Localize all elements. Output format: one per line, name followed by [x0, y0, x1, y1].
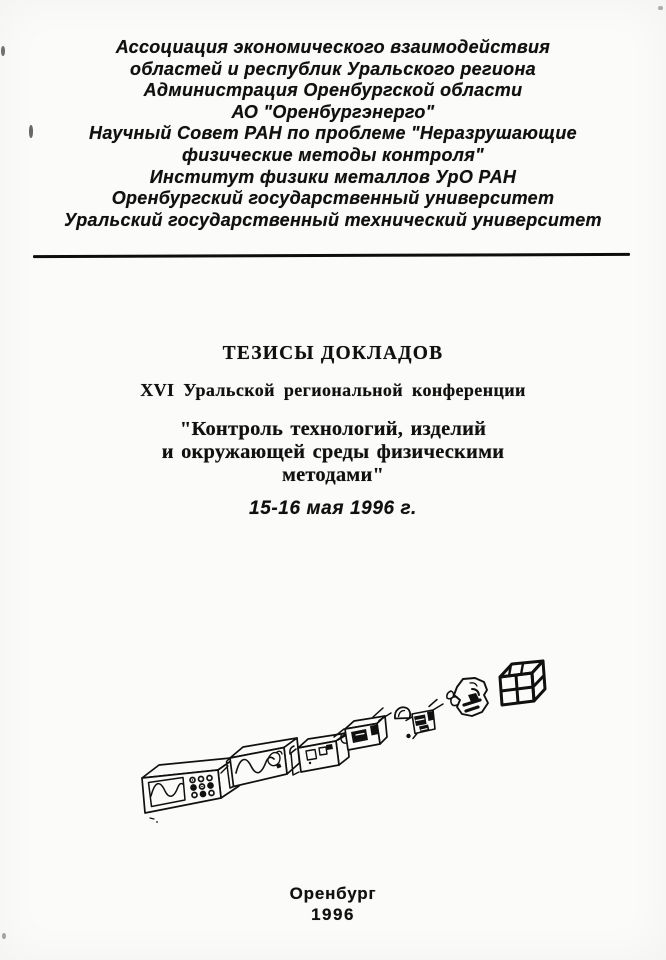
org-line: АО "Оренбургэнерго" [231, 101, 435, 122]
org-line: Научный Совет РАН по проблеме "Неразрушающие [89, 123, 577, 144]
fragment-cluster-scribble [447, 678, 488, 716]
subject-line: "Контроль технологий, изделий [179, 418, 487, 440]
org-line: физические методы контроля" [182, 144, 484, 165]
org-line: Уральский государственный технический университет [64, 209, 602, 230]
instrument-box-4 [341, 708, 391, 750]
org-line: Институт физики металлов УрО РАН [149, 166, 517, 187]
fragment-cluster-dark [406, 700, 443, 739]
horizontal-rule [33, 253, 630, 258]
subject-line: методами" [281, 464, 385, 487]
conference-title: XVI Уральской региональной конференции [140, 380, 526, 400]
organizations-block [0, 37, 666, 231]
publication-year: 1996 [311, 905, 355, 924]
org-line: областей и республик Уральского региона [130, 58, 536, 79]
series-title: ТЕЗИСЫ ДОКЛАДОВ [222, 343, 444, 364]
org-line: Ассоциация экономического взаимодействия [115, 37, 551, 57]
instrument-box-1 [142, 758, 239, 823]
instrument-box-2 [221, 738, 300, 788]
subject-line: и окружающей среды физическими [161, 441, 505, 464]
conference-dates: 15-16 мая 1996 г. [249, 498, 417, 519]
scan-speck [658, 6, 663, 10]
lattice-cube [500, 661, 545, 705]
scan-speck [2, 933, 6, 939]
conference-subject [0, 418, 666, 488]
instrument-chain-illustration [120, 645, 550, 850]
scan-speck [29, 125, 33, 138]
fragment-dome [395, 707, 410, 718]
org-line: Администрация Оренбургской области [143, 80, 523, 101]
publication-city: Оренбург [289, 884, 377, 903]
scan-speck [1, 46, 5, 56]
org-line: Оренбургский государственный университет [111, 188, 555, 209]
